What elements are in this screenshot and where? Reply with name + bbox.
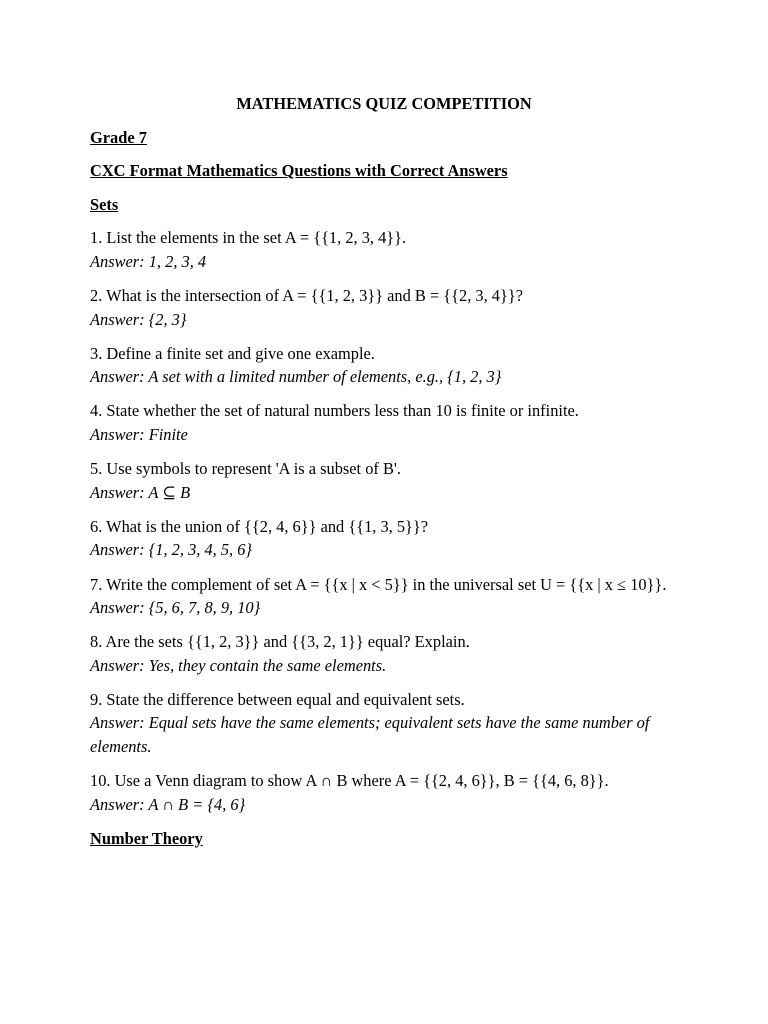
grade-heading: Grade 7 (90, 127, 147, 147)
section-heading-sets: Sets (90, 194, 119, 214)
question-text: 7. Write the complement of set A = {{x | x < 5}} in the universal set U = {{x | x ≤ 10}}. (90, 574, 667, 594)
answer-text: Answer: A ∩ B = {4, 6} (90, 794, 246, 814)
question-text: 2. What is the intersection of A = {{1, 2, 3}} and B = {{2, 3, 4}}? (90, 286, 524, 306)
answer-text: Answer: {1, 2, 3, 4, 5, 6} (90, 540, 252, 560)
question-item (90, 769, 678, 816)
answer-text: Answer: 1, 2, 3, 4 (90, 251, 207, 271)
question-item (90, 630, 678, 677)
question-text: 9. State the difference between equal and equivalent sets. (90, 689, 465, 709)
question-text: 1. List the elements in the set A = {{1, 2, 3, 4}}. (90, 228, 407, 248)
question-item (90, 573, 678, 620)
question-item (90, 688, 678, 759)
subtitle-heading: CXC Format Mathematics Questions with Correct Answers (90, 161, 508, 181)
question-text: 6. What is the union of {{2, 4, 6}} and {{1, 3, 5}}? (90, 516, 429, 536)
question-item (90, 226, 678, 273)
question-text: 4. State whether the set of natural numbers less than 10 is finite or infinite. (90, 401, 579, 421)
answer-text: Answer: {2, 3} (90, 309, 187, 329)
answer-text: Answer: A set with a limited number of elements, e.g., {1, 2, 3} (90, 367, 502, 387)
question-text: 10. Use a Venn diagram to show A ∩ B where A = {{2, 4, 6}}, B = {{4, 6, 8}}. (90, 771, 609, 791)
question-item (90, 399, 678, 446)
question-item (90, 457, 678, 504)
question-text: 3. Define a finite set and give one example. (90, 343, 375, 363)
question-text: 5. Use symbols to represent 'A is a subset of B'. (90, 459, 401, 479)
answer-text: Answer: Yes, they contain the same elements. (90, 655, 387, 675)
question-item (90, 284, 678, 331)
answer-text: Answer: {5, 6, 7, 8, 9, 10} (90, 598, 261, 618)
question-text: 8. Are the sets {{1, 2, 3}} and {{3, 2, 1}} equal? Explain. (90, 632, 470, 652)
answer-text: Answer: A ⊆ B (90, 482, 191, 502)
document-title: MATHEMATICS QUIZ COMPETITION (236, 94, 532, 113)
answer-text: Answer: Equal sets have the same elements; equivalent sets have the same number of elements. (90, 713, 650, 757)
answer-text: Answer: Finite (90, 425, 188, 445)
question-item (90, 515, 678, 562)
question-item (90, 342, 678, 389)
section-heading-number-theory: Number Theory (90, 828, 203, 848)
